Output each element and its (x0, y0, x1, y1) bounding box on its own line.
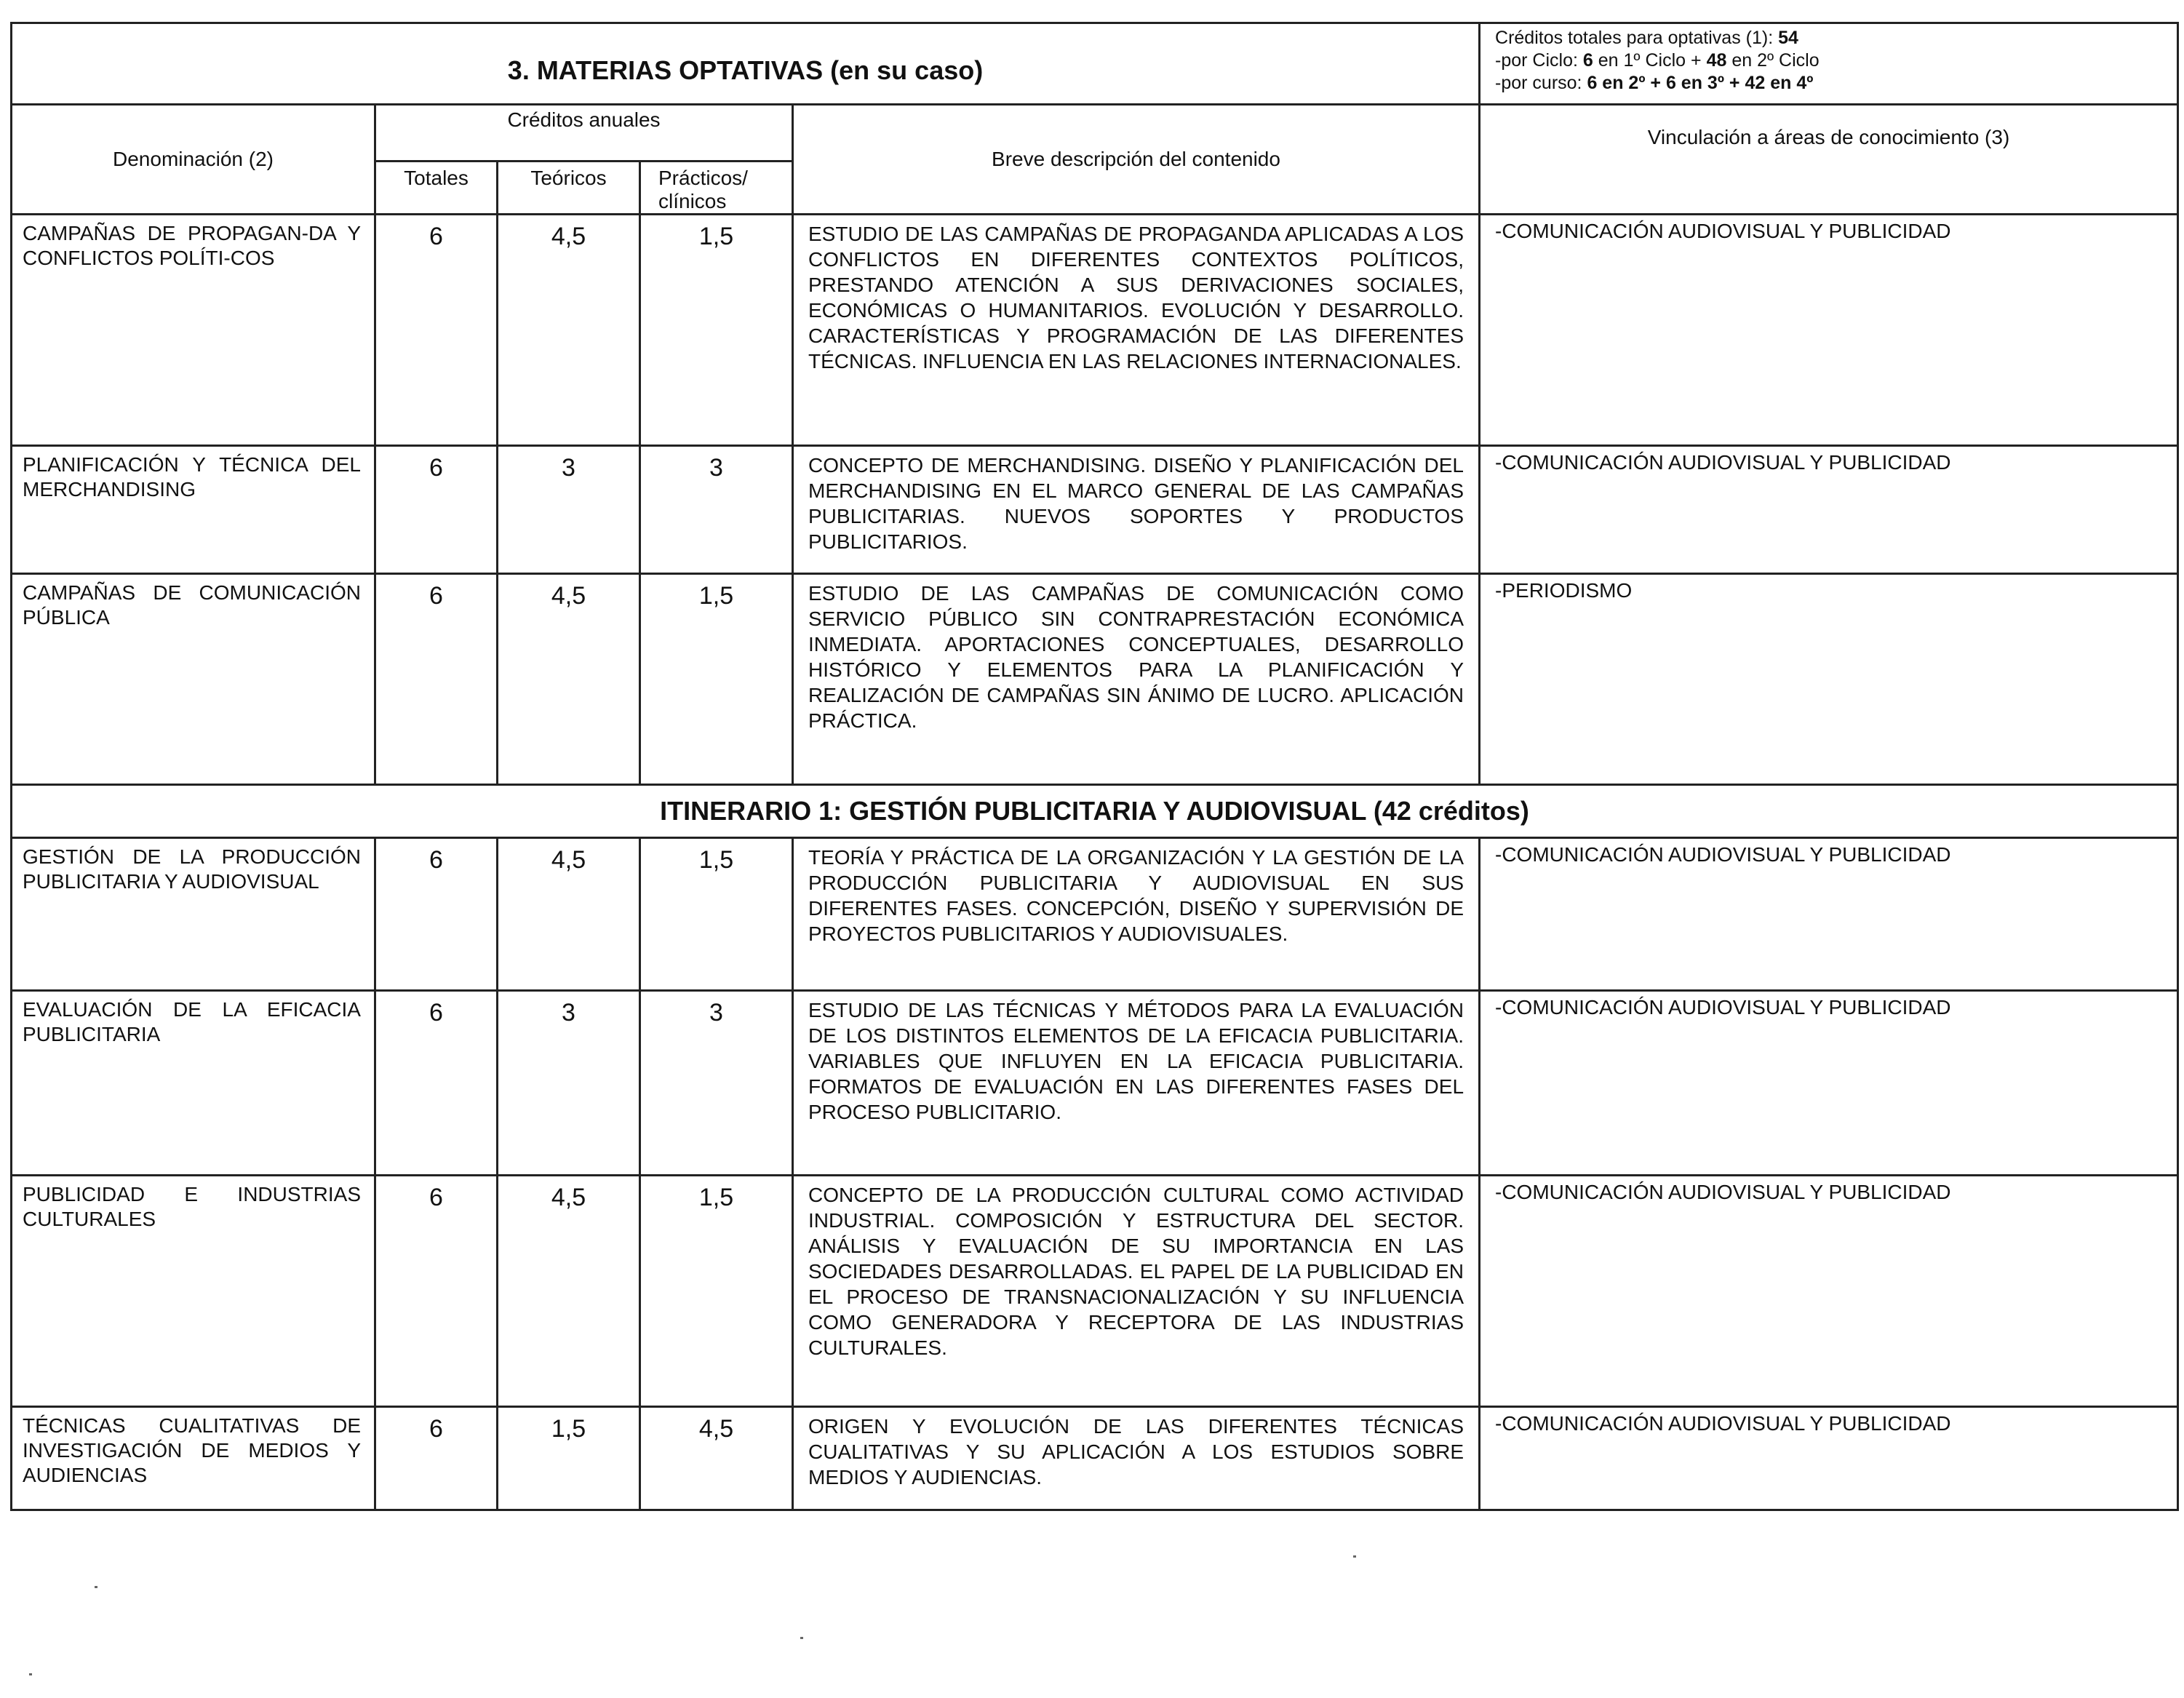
table-row (12, 574, 2178, 785)
table-row (12, 215, 2178, 446)
credits-totales: 6 (375, 838, 498, 991)
subject-description: ESTUDIO DE LAS TÉCNICAS Y MÉTODOS PARA LA EVALUACIÓN DE LOS DISTINTOS ELEMENTOS DE LA EFICACIA PUBLICITARIA. VARIABLES QUE INFLUYEN EN LA EFICACIA PUBLICITARIA. FORMATOS DE EVALUACIÓN EN LAS DIFERENTES FASES DEL PROCESO PUBLICITARIO. (793, 991, 1480, 1176)
credits-practicos: 4,5 (640, 1407, 793, 1510)
table-row (12, 991, 2178, 1176)
credits-curso-line: -por curso: 6 en 2º + 6 en 3º + 42 en 4º (1495, 73, 1814, 93)
scan-speck (29, 1673, 32, 1675)
subject-name: PUBLICIDAD E INDUSTRIAS CULTURALES (12, 1176, 375, 1407)
subject-area: -COMUNICACIÓN AUDIOVISUAL Y PUBLICIDAD (1480, 838, 2178, 991)
credits-practicos: 3 (640, 991, 793, 1176)
scan-speck (800, 1637, 803, 1639)
header-totales: Totales (375, 162, 498, 215)
header-creditos-anuales: Créditos anuales (375, 105, 793, 162)
subject-description: CONCEPTO DE MERCHANDISING. DISEÑO Y PLANIFICACIÓN DEL MERCHANDISING EN EL MARCO GENERAL DE LAS CAMPAÑAS PUBLICITARIAS. NUEVOS SOPORTES Y PRODUCTOS PUBLICITARIOS. (793, 446, 1480, 574)
credits-teoricos: 3 (498, 446, 640, 574)
header-descripcion: Breve descripción del contenido (793, 105, 1480, 215)
credits-teoricos: 1,5 (498, 1407, 640, 1510)
header-practicos: Prácticos/ clínicos (640, 162, 793, 215)
subject-name: GESTIÓN DE LA PRODUCCIÓN PUBLICITARIA Y AUDIOVISUAL (12, 838, 375, 991)
credits-practicos: 1,5 (640, 838, 793, 991)
credits-ciclo-line: -por Ciclo: 6 en 1º Ciclo + 48 en 2º Ciclo (1495, 50, 1820, 71)
credits-totales: 6 (375, 991, 498, 1176)
subject-name: CAMPAÑAS DE PROPAGAN-DA Y CONFLICTOS POLÍTI-COS (12, 215, 375, 446)
subject-area: -COMUNICACIÓN AUDIOVISUAL Y PUBLICIDAD (1480, 446, 2178, 574)
table-row (12, 1176, 2178, 1407)
credits-totales: 6 (375, 446, 498, 574)
credits-teoricos: 3 (498, 991, 640, 1176)
subject-description: ORIGEN Y EVOLUCIÓN DE LAS DIFERENTES TÉCNICAS CUALITATIVAS Y SU APLICACIÓN A LOS ESTUDIOS SOBRE MEDIOS Y AUDIENCIAS. (793, 1407, 1480, 1510)
subject-name: EVALUACIÓN DE LA EFICACIA PUBLICITARIA (12, 991, 375, 1176)
credits-practicos: 1,5 (640, 574, 793, 785)
credits-totales: 6 (375, 1176, 498, 1407)
subject-description: ESTUDIO DE LAS CAMPAÑAS DE PROPAGANDA APLICADAS A LOS CONFLICTOS EN DIFERENTES CONTEXTOS POLÍTICOS, PRESTANDO ATENCIÓN A SUS DERIVACIONES SOCIALES, ECONÓMICAS O HUMANITARIOS. EVOLUCIÓN Y DESARROLLO. CARACTERÍSTICAS Y PROGRAMACIÓN DE LAS DIFERENTES TÉCNICAS. INFLUENCIA EN LAS RELACIONES INTERNACIONALES. (793, 215, 1480, 446)
subject-name: PLANIFICACIÓN Y TÉCNICA DEL MERCHANDISING (12, 446, 375, 574)
optativas-table (10, 22, 2179, 1511)
table-row (12, 446, 2178, 574)
credits-practicos: 1,5 (640, 215, 793, 446)
subject-name: TÉCNICAS CUALITATIVAS DE INVESTIGACIÓN DE MEDIOS Y AUDIENCIAS (12, 1407, 375, 1510)
credits-totales: 6 (375, 215, 498, 446)
subject-area: -COMUNICACIÓN AUDIOVISUAL Y PUBLICIDAD (1480, 1407, 2178, 1510)
header-denominacion: Denominación (2) (12, 105, 375, 215)
subject-area: -PERIODISMO (1480, 574, 2178, 785)
credits-practicos: 3 (640, 446, 793, 574)
credits-summary (1480, 23, 2178, 105)
credits-practicos: 1,5 (640, 1176, 793, 1407)
scan-speck (95, 1586, 97, 1588)
section-title: 3. MATERIAS OPTATIVAS (en su caso) (12, 23, 1480, 105)
header-teoricos: Teóricos (498, 162, 640, 215)
subject-description: TEORÍA Y PRÁCTICA DE LA ORGANIZACIÓN Y LA GESTIÓN DE LA PRODUCCIÓN PUBLICITARIA Y AUDIOVISUAL EN SUS DIFERENTES FASES. CONCEPCIÓN, DISEÑO Y SUPERVISIÓN DE PROYECTOS PUBLICITARIOS Y AUDIOVISUALES. (793, 838, 1480, 991)
credits-teoricos: 4,5 (498, 1176, 640, 1407)
subject-area: -COMUNICACIÓN AUDIOVISUAL Y PUBLICIDAD (1480, 215, 2178, 446)
header-vinculacion: Vinculación a áreas de conocimiento (3) (1480, 105, 2178, 215)
table-row (12, 838, 2178, 991)
subject-area: -COMUNICACIÓN AUDIOVISUAL Y PUBLICIDAD (1480, 991, 2178, 1176)
credits-teoricos: 4,5 (498, 838, 640, 991)
itinerario-heading: ITINERARIO 1: GESTIÓN PUBLICITARIA Y AUDIOVISUAL (42 créditos) (12, 785, 2178, 838)
credits-teoricos: 4,5 (498, 574, 640, 785)
scan-speck (1353, 1555, 1356, 1558)
credits-total-line: Créditos totales para optativas (1): 54 (1495, 28, 1798, 48)
table-row (12, 1407, 2178, 1510)
credits-totales: 6 (375, 574, 498, 785)
subject-description: ESTUDIO DE LAS CAMPAÑAS DE COMUNICACIÓN COMO SERVICIO PÚBLICO SIN CONTRAPRESTACIÓN ECONÓMICA INMEDIATA. APORTACIONES CONCEPTUALES, DESARROLLO HISTÓRICO Y ELEMENTOS PARA LA PLANIFICACIÓN Y REALIZACIÓN DE CAMPAÑAS SIN ÁNIMO DE LUCRO. APLICACIÓN PRÁCTICA. (793, 574, 1480, 785)
subject-area: -COMUNICACIÓN AUDIOVISUAL Y PUBLICIDAD (1480, 1176, 2178, 1407)
credits-totales: 6 (375, 1407, 498, 1510)
credits-teoricos: 4,5 (498, 215, 640, 446)
subject-description: CONCEPTO DE LA PRODUCCIÓN CULTURAL COMO ACTIVIDAD INDUSTRIAL. COMPOSICIÓN Y ESTRUCTURA DEL SECTOR. ANÁLISIS Y EVALUACIÓN DE SU IMPORTANCIA EN LAS SOCIEDADES DESARROLLADAS. EL PAPEL DE LA PUBLICIDAD EN EL PROCESO DE TRANSNACIONALIZACIÓN Y SU INFLUENCIA COMO GENERADORA Y RECEPTORA DE LAS INDUSTRIAS CULTURALES. (793, 1176, 1480, 1407)
subject-name: CAMPAÑAS DE COMUNICACIÓN PÚBLICA (12, 574, 375, 785)
